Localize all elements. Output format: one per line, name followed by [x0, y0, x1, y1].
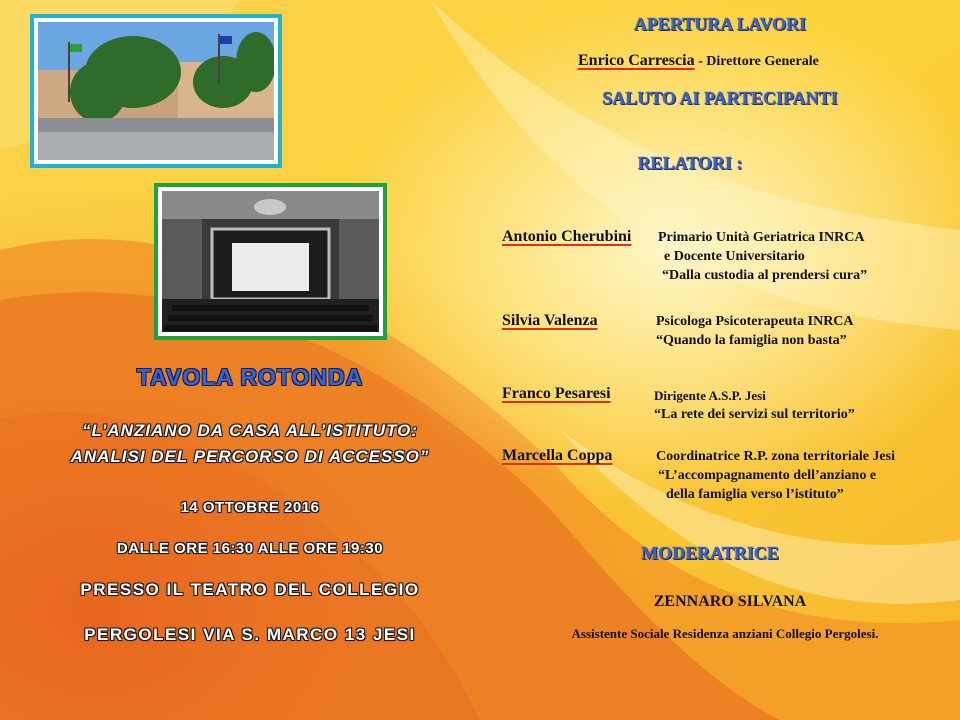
courtyard-photo-image: [38, 22, 274, 160]
speaker-role: Coordinatrice R.P. zona territoriale Jesi: [656, 449, 895, 464]
speaker-role: Psicologa Psicoterapeuta INRCA: [656, 314, 854, 329]
greeting-heading: SALUTO AI PARTECIPANTI: [602, 88, 838, 108]
moderator-role: Assistente Sociale Residenza anziani Collegio Pergolesi.: [571, 626, 879, 641]
opening-speaker-role: - Direttore Generale: [694, 54, 819, 69]
event-subtitle-line2: ANALISI DEL PERCORSO DI ACCESSO”: [70, 447, 430, 466]
speaker-role-line2: e Docente Universitario: [664, 249, 805, 264]
event-subtitle-line1: “L’ANZIANO DA CASA ALL’ISTITUTO:: [81, 421, 419, 440]
event-venue-line1: PRESSO IL TEATRO DEL COLLEGIO: [80, 580, 420, 599]
speaker-talk-line1: “L’accompagnamento dell’anziano e: [658, 468, 877, 483]
courtyard-photo: [30, 14, 282, 168]
speaker-talk: “La rete dei servizi sul territorio”: [654, 407, 855, 422]
event-time: DALLE ORE 16:30 ALLE ORE 19:30: [116, 540, 384, 557]
event-venue-line2: PERGOLESI VIA S. MARCO 13 JESI: [84, 625, 416, 644]
moderator-heading: MODERATRICE: [641, 543, 779, 563]
speakers-heading: RELATORI :: [637, 153, 743, 173]
speaker-role: Dirigente A.S.P. Jesi: [654, 388, 766, 403]
speaker-name: Silvia Valenza: [502, 312, 598, 329]
moderator-name: ZENNARO SILVANA: [653, 593, 807, 610]
speaker-name: Franco Pesaresi: [502, 385, 611, 402]
opening-heading: APERTURA LAVORI: [633, 14, 807, 34]
speaker-talk-line2: della famiglia verso l’istituto”: [666, 487, 844, 502]
speaker-talk: “Dalla custodia al prendersi cura”: [662, 268, 868, 283]
event-title: TAVOLA ROTONDA: [136, 364, 364, 390]
opening-speaker-name: Enrico Carrescia: [578, 52, 695, 69]
theater-photo-image: [162, 191, 379, 332]
event-date: 14 OTTOBRE 2016: [180, 499, 320, 516]
speaker-talk: “Quando la famiglia non basta”: [656, 333, 847, 348]
theater-photo: [154, 183, 387, 340]
speaker-role: Primario Unità Geriatrica INRCA: [658, 230, 865, 245]
speaker-name: Marcella Coppa: [502, 447, 613, 464]
speaker-name: Antonio Cherubini: [502, 228, 632, 245]
